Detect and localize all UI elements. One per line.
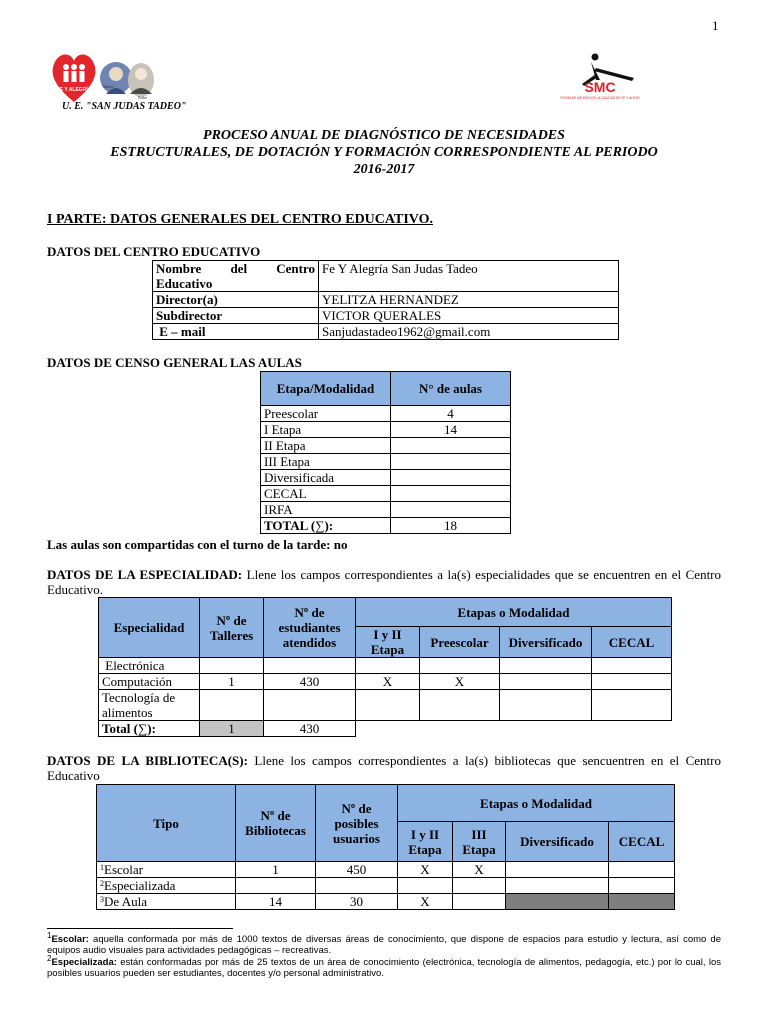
esp-col-etapas: Etapas o Modalidad <box>356 598 672 627</box>
centro-value-email: Sanjudastadeo1962@gmail.com <box>319 324 619 340</box>
table-row <box>261 438 511 454</box>
sum-icon: ∑ <box>315 518 325 533</box>
table-row <box>153 324 619 340</box>
table-row <box>261 486 511 502</box>
svg-text:Madre: Madre <box>103 84 114 89</box>
smc-brand-text: SMC <box>584 79 616 95</box>
bib-cecal <box>609 862 675 878</box>
bib-cecal <box>609 878 675 894</box>
esp-total-estudiantes: 430 <box>264 721 356 737</box>
especialidad-heading <box>47 567 721 597</box>
table-row <box>153 261 619 292</box>
esp-cecal <box>592 658 672 674</box>
bib-tipo-text: Especializada <box>104 878 176 893</box>
esp-col-preescolar: Preescolar <box>420 627 500 658</box>
label-part: Centro <box>276 261 315 276</box>
bib-iyii: X <box>398 862 453 878</box>
bib-tipo-text: De Aula <box>104 894 147 909</box>
centro-heading: DATOS DEL CENTRO EDUCATIVO <box>47 244 261 259</box>
esp-estudiantes: 430 <box>264 674 356 690</box>
footnote-text: aquella conformada por más de 1000 textos de diversas áreas de conocimiento, que dispone de espacios para estudio y lectura, así como de equipos audio visuales para actividades pedagógicas – recreativas. <box>47 934 721 956</box>
empty-cell <box>500 721 592 737</box>
aulas-n <box>391 454 511 470</box>
esp-col-iyii: I y II Etapa <box>356 627 420 658</box>
table-header-row <box>97 785 675 822</box>
bib-div <box>506 862 609 878</box>
section-heading-part1: I PARTE: DATOS GENERALES DEL CENTRO EDUCATIVO. <box>47 212 433 227</box>
footnote-text: están conformadas por más de 25 textos de un área de conocimiento (electrónica, tecnología de alimentos, pedagogía, etc.) por lo cual, los posibles usuarios pueden ser estudiantes, docentes y/o personal administrativo. <box>47 957 721 979</box>
bib-div <box>506 894 609 910</box>
esp-talleres <box>200 658 264 674</box>
aulas-etapa: I Etapa <box>261 422 391 438</box>
title-line-2: ESTRUCTURALES, DE DOTACIÓN Y FORMACIÓN CORRESPONDIENTE AL PERIODO <box>110 145 658 160</box>
footnote-term: Especializada: <box>51 957 117 968</box>
table-row <box>153 308 619 324</box>
table-row <box>99 690 672 721</box>
total-text: ): <box>147 721 156 736</box>
bib-col-diversificado: Diversificado <box>506 822 609 862</box>
aulas-n <box>391 486 511 502</box>
table-row <box>261 406 511 422</box>
smc-logo <box>560 52 640 104</box>
table-row <box>153 292 619 308</box>
footnote-marker: 1 <box>100 863 104 872</box>
esp-total-talleres: 1 <box>200 721 264 737</box>
heading-bold: DATOS DE LA ESPECIALIDAD: <box>47 567 243 582</box>
esp-cecal <box>592 690 672 721</box>
bib-col-etapas: Etapas o Modalidad <box>398 785 675 822</box>
bib-iii <box>453 894 506 910</box>
esp-talleres: 1 <box>200 674 264 690</box>
svg-text:Padre: Padre <box>138 95 148 100</box>
table-row <box>261 422 511 438</box>
bib-tipo-text: Escolar <box>104 862 143 877</box>
bib-div <box>506 878 609 894</box>
esp-name: Tecnología de alimentos <box>99 690 200 721</box>
bib-col-iii: III Etapa <box>453 822 506 862</box>
bib-count <box>236 878 316 894</box>
footnote-marker: 2 <box>47 954 52 963</box>
esp-div <box>500 690 592 721</box>
empty-cell <box>356 721 420 737</box>
bib-usuarios: 450 <box>316 862 398 878</box>
bib-count: 14 <box>236 894 316 910</box>
especialidad-table <box>98 597 672 737</box>
bib-count: 1 <box>236 862 316 878</box>
aulas-n <box>391 438 511 454</box>
aulas-etapa: II Etapa <box>261 438 391 454</box>
table-total-row <box>99 721 672 737</box>
table-row <box>99 674 672 690</box>
aulas-n: 14 <box>391 422 511 438</box>
esp-talleres <box>200 690 264 721</box>
title-line-1: PROCESO ANUAL DE DIAGNÓSTICO DE NECESIDADES <box>203 128 565 143</box>
bib-tipo <box>97 894 236 910</box>
esp-iyii: X <box>356 674 420 690</box>
smc-tagline: SISTEMA DE MEJORA DE LA CALIDAD DE FE Y ALEGRÍA <box>560 96 640 100</box>
aulas-n: 4 <box>391 406 511 422</box>
bib-col-cecal: CECAL <box>609 822 675 862</box>
label-part: Nombre <box>156 261 202 276</box>
biblioteca-heading <box>47 753 721 783</box>
bib-tipo <box>97 878 236 894</box>
aulas-heading: DATOS DE CENSO GENERAL LAS AULAS <box>47 355 302 370</box>
aulas-col-n: N° de aulas <box>391 372 511 406</box>
aulas-n <box>391 502 511 518</box>
aulas-shared-note: Las aulas son compartidas con el turno de la tarde: no <box>47 537 348 552</box>
heart-logo-text: FE Y ALEGRÍA <box>56 87 92 93</box>
esp-name: Electrónica <box>99 658 200 674</box>
centro-value-subdirector: VICTOR QUERALES <box>319 308 619 324</box>
empty-cell <box>420 721 500 737</box>
esp-div <box>500 658 592 674</box>
esp-col-talleres: Nº de Talleres <box>200 598 264 658</box>
empty-cell <box>592 721 672 737</box>
bib-usuarios <box>316 878 398 894</box>
aulas-n <box>391 470 511 486</box>
biblioteca-table <box>96 784 675 910</box>
table-row <box>261 454 511 470</box>
smc-logo-icon <box>560 52 640 104</box>
esp-name: Computación <box>99 674 200 690</box>
table-header-row <box>261 372 511 406</box>
bib-col-tipo: Tipo <box>97 785 236 862</box>
aulas-table <box>260 371 511 534</box>
bib-col-usuarios: Nº de posibles usuarios <box>316 785 398 862</box>
bib-usuarios: 30 <box>316 894 398 910</box>
esp-iyii <box>356 658 420 674</box>
bib-cecal <box>609 894 675 910</box>
aulas-col-etapa: Etapa/Modalidad <box>261 372 391 406</box>
footnote-term: Escolar: <box>51 934 89 945</box>
table-row <box>261 470 511 486</box>
footnote-1 <box>47 931 721 956</box>
esp-cecal <box>592 674 672 690</box>
centro-table <box>152 260 619 340</box>
bib-col-iyii: I y II Etapa <box>398 822 453 862</box>
page-number: 1 <box>712 18 719 33</box>
table-header-row <box>99 598 672 627</box>
esp-estudiantes <box>264 658 356 674</box>
esp-estudiantes <box>264 690 356 721</box>
table-total-row <box>261 518 511 534</box>
heading-text: Llene los campos correspondientes a la(s) especialidades que se encuentren en el Centro Educativo. <box>47 567 722 597</box>
sum-icon: ∑ <box>138 721 148 736</box>
heading-bold: DATOS DE LA BIBLIOTECA(S): <box>47 753 248 768</box>
title-line-3: 2016-2017 <box>353 162 415 177</box>
bib-iyii: X <box>398 894 453 910</box>
table-row <box>97 894 675 910</box>
table-row <box>97 862 675 878</box>
footnote-marker: 1 <box>47 931 52 940</box>
heading-text: Llene los campos correspondientes a la(s) bibliotecas que sencuentren en el Centro Educativo <box>47 753 721 783</box>
aulas-etapa: III Etapa <box>261 454 391 470</box>
esp-col-cecal: CECAL <box>592 627 672 658</box>
footnote-marker: 3 <box>100 895 104 904</box>
label-part: Educativo <box>156 276 213 291</box>
table-row <box>97 878 675 894</box>
aulas-etapa: Preescolar <box>261 406 391 422</box>
centro-label-director: Director(a) <box>153 292 319 308</box>
aulas-etapa: IRFA <box>261 502 391 518</box>
aulas-total-value: 18 <box>391 518 511 534</box>
centro-label-nombre <box>153 261 319 292</box>
centro-label-email: E – mail <box>153 324 319 340</box>
total-text: Total ( <box>102 721 138 736</box>
esp-pre <box>420 658 500 674</box>
esp-iyii <box>356 690 420 721</box>
esp-col-estudiantes: Nº de estudiantes atendidos <box>264 598 356 658</box>
footnote-divider <box>47 928 233 929</box>
footnote-marker: 2 <box>100 879 104 888</box>
footnote-2 <box>47 954 721 979</box>
bib-iyii <box>398 878 453 894</box>
centro-label-subdirector: Subdirector <box>153 308 319 324</box>
aulas-etapa: Diversificada <box>261 470 391 486</box>
esp-pre <box>420 690 500 721</box>
esp-div <box>500 674 592 690</box>
document-title <box>0 127 768 178</box>
total-text: ): <box>324 518 334 533</box>
aulas-total-label <box>261 518 391 534</box>
esp-pre: X <box>420 674 500 690</box>
total-text: TOTAL ( <box>264 518 316 533</box>
esp-col-diversificado: Diversificado <box>500 627 592 658</box>
aulas-etapa: CECAL <box>261 486 391 502</box>
table-row <box>99 658 672 674</box>
centro-value-director: YELITZA HERNANDEZ <box>319 292 619 308</box>
bib-iii <box>453 878 506 894</box>
centro-value-nombre: Fe Y Alegría San Judas Tadeo <box>319 261 619 292</box>
bib-col-bibliotecas: Nº de Bibliotecas <box>236 785 316 862</box>
table-row <box>261 502 511 518</box>
esp-col-especialidad: Especialidad <box>99 598 200 658</box>
bib-iii: X <box>453 862 506 878</box>
esp-total-label <box>99 721 200 737</box>
logo-caption: U. E. "SAN JUDAS TADEO" <box>62 101 187 112</box>
bib-tipo <box>97 862 236 878</box>
label-part: del <box>230 261 248 276</box>
